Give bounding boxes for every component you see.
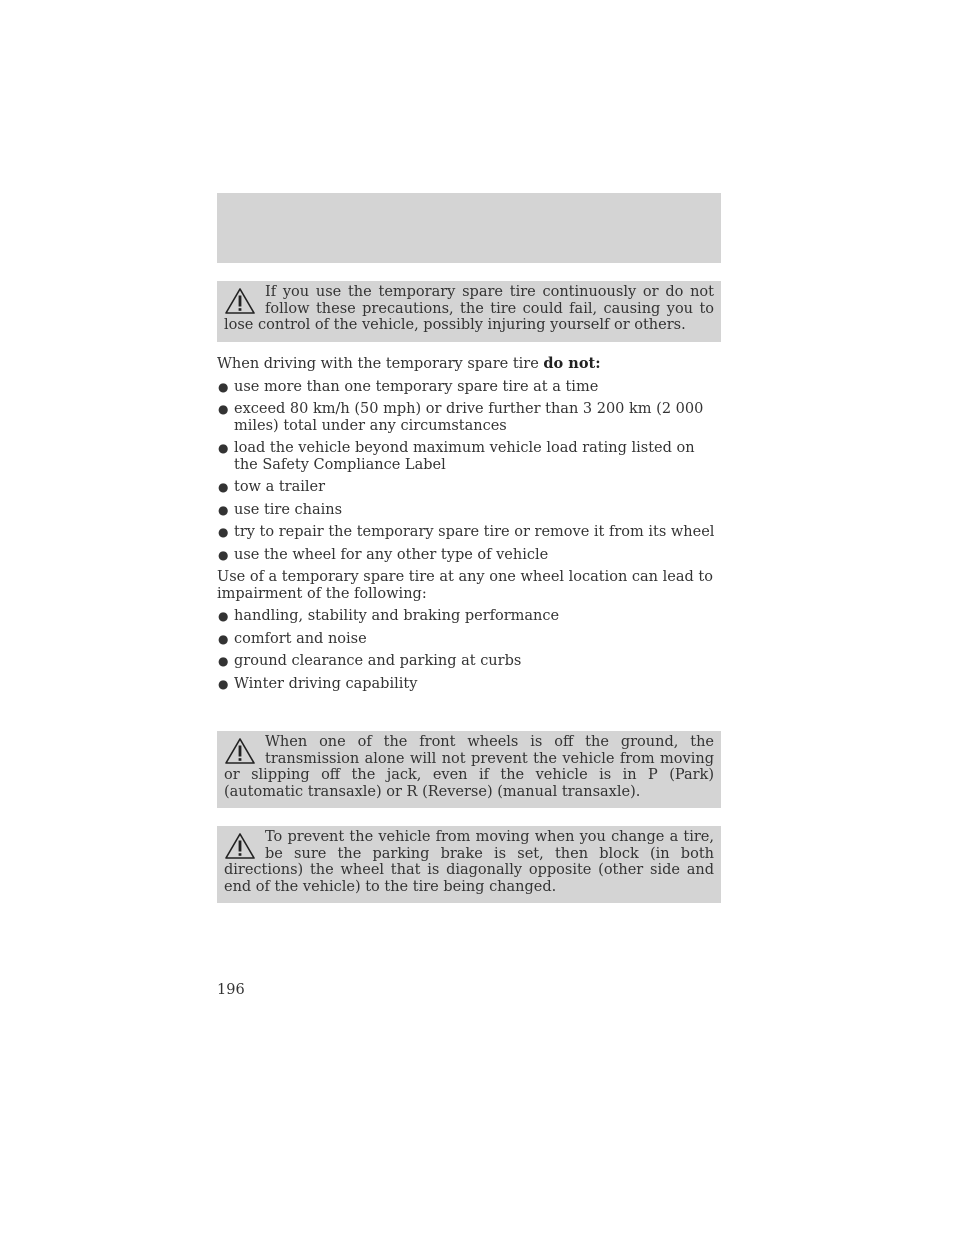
driving-intro xyxy=(217,356,721,373)
section-header-band xyxy=(217,193,721,263)
page-number: 196 xyxy=(217,982,245,998)
warning-box-parking-brake xyxy=(217,826,721,903)
list-item: ● load the vehicle beyond maximum vehicle load rating listed on the Safety Compliance Label xyxy=(218,440,695,473)
list-item: ● try to repair the temporary spare tire or remove it from its wheel xyxy=(218,524,715,540)
driving-intro-text: When driving with the temporary spare tire xyxy=(217,356,544,372)
list-item: ● Winter driving capability xyxy=(218,675,418,692)
impairment-list xyxy=(217,608,721,692)
warning-triangle-icon xyxy=(224,287,256,315)
warning-triangle-icon xyxy=(224,737,256,765)
driving-list xyxy=(217,379,721,564)
list-item: ● use more than one temporary spare tire at a time xyxy=(218,378,599,395)
list-item: ● comfort and noise xyxy=(218,630,367,647)
list-item: ● tow a trailer xyxy=(218,479,326,495)
list-item: ● exceed 80 km/h (50 mph) or drive further than 3 200 km (2 000 miles) total under any circumstances xyxy=(218,401,704,434)
warning-box-front-wheel xyxy=(217,731,721,808)
list-item: ● use the wheel for any other type of vehicle xyxy=(218,546,549,563)
warning-text: If you use the temporary spare tire continuously or do not follow these precautions, the tire could fail, causing you to lose control of the vehicle, possibly injuring yourself or others. xyxy=(224,284,714,333)
impairment-intro: Use of a temporary spare tire at any one wheel location can lead to impairment of the following: xyxy=(217,569,713,602)
warning-text: When one of the front wheels is off the ground, the transmission alone will not prevent the vehicle from moving or slipping off the jack, even if the vehicle is in P (Park) (automatic transaxle) or R (Reverse) (manual transaxle). xyxy=(224,734,714,800)
warning-triangle-icon xyxy=(224,832,256,860)
list-item: ● use tire chains xyxy=(218,501,343,518)
warning-box-spare-tire xyxy=(217,281,721,342)
list-item: ● ground clearance and parking at curbs xyxy=(218,653,522,669)
driving-restrictions xyxy=(217,356,721,692)
driving-intro-bold: do not: xyxy=(543,355,601,372)
list-item: ● handling, stability and braking performance xyxy=(218,608,560,624)
warning-text: To prevent the vehicle from moving when you change a tire, be sure the parking brake is set, then block (in both directions) the wheel that is diagonally opposite (other side and end of the vehicle) to the tire being changed. xyxy=(224,829,714,895)
